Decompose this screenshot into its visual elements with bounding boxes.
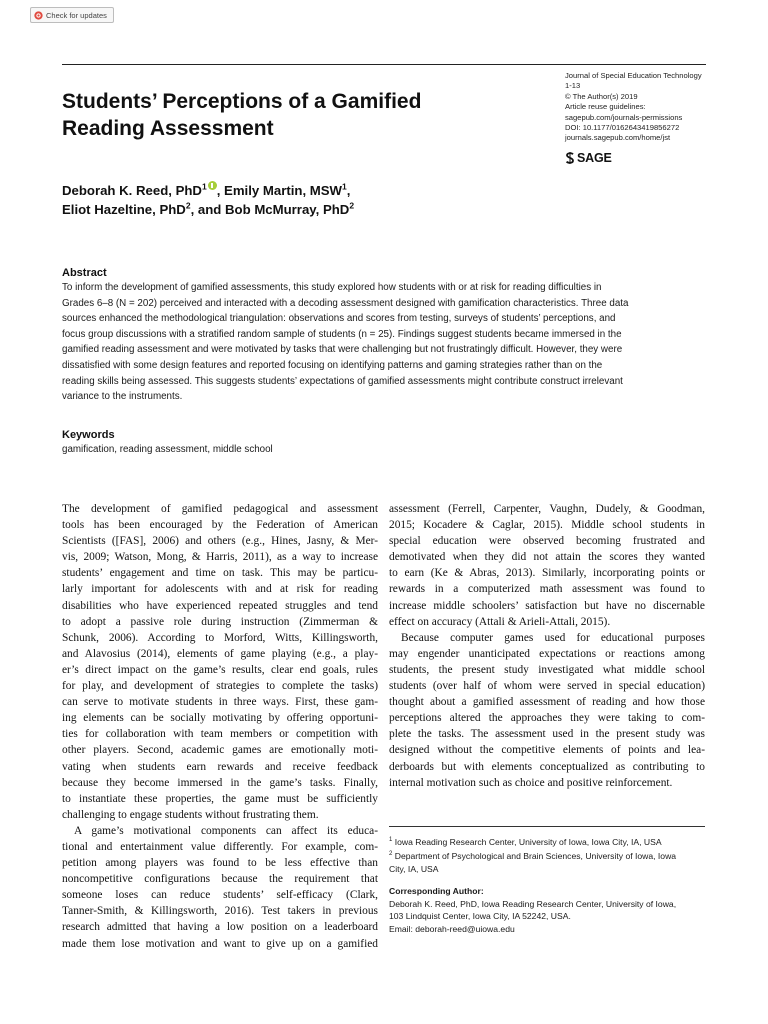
orcid-icon[interactable] (208, 181, 217, 190)
keywords-text: gamification, reading assessment, middle school (62, 444, 273, 455)
body-line: perceptions altered the approaches they were taking to com- (389, 712, 705, 725)
body-line: designed without the competitive elements of points and lea- (389, 744, 705, 757)
body-line: special education were observed becoming frustrated and (389, 535, 705, 548)
keywords-heading: Keywords (62, 429, 115, 441)
body-line: demotivated when they did not attain the scores they wanted (389, 551, 705, 564)
body-line: to earn (Ke & Abras, 2013). Similarly, incorporating points or (389, 567, 705, 580)
footnote-rule (389, 826, 705, 827)
journal-info (565, 71, 755, 144)
affiliation-mark: 2 (349, 200, 355, 211)
body-line: students’ engagement and time on task. This may be particu- (62, 567, 378, 580)
journal-copyright: © The Author(s) 2019 (565, 91, 638, 101)
abstract-line: variance to the instruments. (62, 391, 183, 403)
body-line: A game’s motivational components can affect its educa- (74, 824, 378, 837)
body-line: other players. Second, academic games are emotionally moti- (62, 744, 378, 757)
body-line: effect on accuracy (Attali & Arieli-Attali, 2015). (389, 615, 611, 628)
author-mcmurray: , and Bob McMurray, PhD (190, 202, 350, 217)
affiliation-mark: 1 (342, 181, 347, 192)
abstract-line: Grades 6–8 (N = 202) perceived and interacted with a decoding assessment designed with gamification characteristics. Three data (62, 297, 629, 309)
body-line: Schunk, 2006). According to Morford, Witts, Killingsworth, (62, 631, 378, 644)
corresponding-author-line: 103 Lindquist Center, Iowa City, IA 52242, USA. (389, 911, 571, 922)
abstract-line: To inform the development of gamified assessments, this study explored how students with or at risk for reading difficulties in (62, 282, 602, 293)
corresponding-author-heading: Corresponding Author: (389, 886, 484, 897)
body-line: because they become immersed in the game’s tasks. Finally, (62, 776, 378, 789)
body-line: tools has been encouraged by the Federation of American (62, 519, 378, 532)
body-line: disabilities who have experienced repeated struggles and tend (62, 599, 378, 612)
abstract-heading: Abstract (62, 267, 107, 279)
body-column-right (389, 501, 705, 791)
body-line: ing elements can be socially motivating by offering opportuni- (62, 712, 378, 725)
body-line: someone loses can reduce students’ self-efficacy (Clark, (62, 889, 378, 902)
body-line: thought about a gamified assessment of reading and how those (389, 696, 705, 709)
header-rule (62, 64, 706, 65)
doi-link[interactable]: DOI: 10.1177/0162643419856272 (565, 123, 680, 133)
body-line: tional and entertainment value differently. For example, com- (62, 840, 378, 853)
reuse-guidelines-label: Article reuse guidelines: (565, 102, 646, 112)
body-line: Scientists ([FAS], 2006) and others (e.g., Hines, Jasny, & Mer- (62, 535, 378, 548)
body-line: can serve to motivate students in three ways. First, these gam- (62, 696, 378, 709)
abstract-line: dissatisfied with some design features and reported focusing on identifying patterns and gaming strategies rather than on the (62, 359, 603, 371)
body-line: Tanner-Smith, & Killingsworth, 2016). Test takers in previous (62, 905, 378, 918)
author-separator: , (346, 183, 351, 198)
body-line: noncompetitive configurations because the requirement that (62, 873, 378, 886)
check-for-updates-button[interactable] (30, 7, 114, 23)
title-line-2: Reading Assessment (62, 117, 274, 140)
journal-name: Journal of Special Education Technology (565, 71, 702, 80)
body-line: assessment (Ferrell, Carpenter, Vaughn, Dudely, & Goodman, (389, 503, 705, 515)
check-updates-label: Check for updates (46, 10, 107, 20)
abstract-line: sources enhanced the methodological triangulation: observations and scores from testing, surveys of students’ perceptions, and (62, 313, 616, 325)
body-line: 2015; Kocadere & Caglar, 2015). Middle school students in (389, 519, 705, 532)
body-line: larly important for adolescents with and at risk for reading (62, 583, 378, 596)
abstract-text (62, 280, 710, 405)
footnote-mark: 1 (389, 837, 393, 843)
paper-title (62, 88, 502, 142)
body-line: petition among players was found to be less effective than (62, 857, 378, 870)
journal-pages: 1-13 (565, 81, 581, 91)
body-line: vis, 2009; Watson, Mong, & Harris, 2011), as a way to increase (62, 551, 378, 564)
sage-logo-text: SAGE (577, 151, 612, 165)
footnote-mark: 2 (389, 851, 393, 858)
journal-home-link[interactable]: journals.sagepub.com/home/jst (565, 133, 671, 143)
affiliation-mark: 2 (185, 200, 191, 211)
body-line: er’s direct impact on the game’s results, clear end goals, rules (62, 663, 378, 676)
corresponding-author-email[interactable]: Email: deborah-reed@uiowa.edu (389, 923, 515, 934)
body-line: to instantiate these properties, the game must be sufficiently (62, 792, 378, 805)
body-line: increase middle schoolers’ satisfaction but have no discernable (389, 599, 705, 612)
title-line-1: Students’ Perceptions of a Gamified (62, 90, 422, 113)
body-line: challenging to engage students without frustrating them. (62, 808, 319, 821)
body-column-left (62, 501, 378, 952)
body-line: and Alavosius (2014), elements of game playing (e.g., a play- (62, 647, 378, 660)
corresponding-author-line: Deborah K. Reed, PhD, Iowa Reading Research Center, University of Iowa, (389, 898, 677, 909)
body-line: made them lose motivation and want to give up on a gamified (62, 937, 378, 950)
body-line: students, the present study investigated what middle school (389, 663, 705, 676)
body-line: may engender unanticipated expectations or reactions among (389, 647, 705, 660)
affiliation-2-cont: City, IA, USA (389, 863, 439, 874)
body-line: to adopt a passive role during instruction (Zimmerman & (62, 615, 378, 628)
check-updates-icon (34, 11, 43, 20)
sage-logo (565, 151, 612, 165)
body-line: for play, and development of strategies to complete the tasks) (62, 680, 378, 693)
body-line: The development of gamified pedagogical and assessment (62, 503, 378, 515)
body-line: students (over half of whom were served in special education) (389, 680, 705, 693)
body-line: research admitted that having a low position on a leaderboard (62, 921, 378, 934)
affiliation-1-text: Iowa Reading Research Center, University of Iowa, Iowa City, IA, USA (394, 836, 662, 847)
author-martin: , Emily Martin, MSW (216, 183, 342, 198)
body-line: vating when students earn rewards and receive feedback (62, 760, 378, 773)
footnotes (389, 834, 709, 935)
abstract-line: gamified reading assessment and were motivated by tasks that were challenging but not frustratingly difficult. However, they were (62, 344, 623, 356)
permissions-link[interactable]: sagepub.com/journals-permissions (565, 112, 683, 122)
abstract-line: focus group discussions with a stratified random sample of students (n = 25). Findings suggest students became immersed in the (62, 328, 622, 340)
body-line: derboards but with elements conceptualized as contributing to (389, 760, 705, 773)
author-list (62, 181, 582, 219)
affiliation-1 (389, 834, 709, 848)
affiliation-2-text: Department of Psychological and Brain Sciences, University of Iowa, Iowa (394, 851, 677, 862)
body-line: ties for collaboration with team members or competition with (62, 728, 378, 741)
abstract-line: reading skills being assessed. This suggests students’ expectations of gamified assessments might contribute construct irrelevant (62, 375, 623, 387)
affiliation-mark: 1 (201, 181, 207, 192)
author-hazeltine: Eliot Hazeltine, PhD (62, 202, 186, 217)
body-line: Because computer games used for educational purposes (401, 631, 705, 644)
body-line: internal motivation such as choice and positive reinforcement. (389, 776, 673, 789)
affiliation-2 (389, 848, 709, 862)
body-line: plete the tasks. The assessment used in the present study was (389, 728, 705, 741)
sage-s-icon (565, 152, 575, 164)
author-reed: Deborah K. Reed, PhD (62, 183, 202, 198)
body-line: rewards in a computerized math assessment was found to (389, 583, 705, 596)
